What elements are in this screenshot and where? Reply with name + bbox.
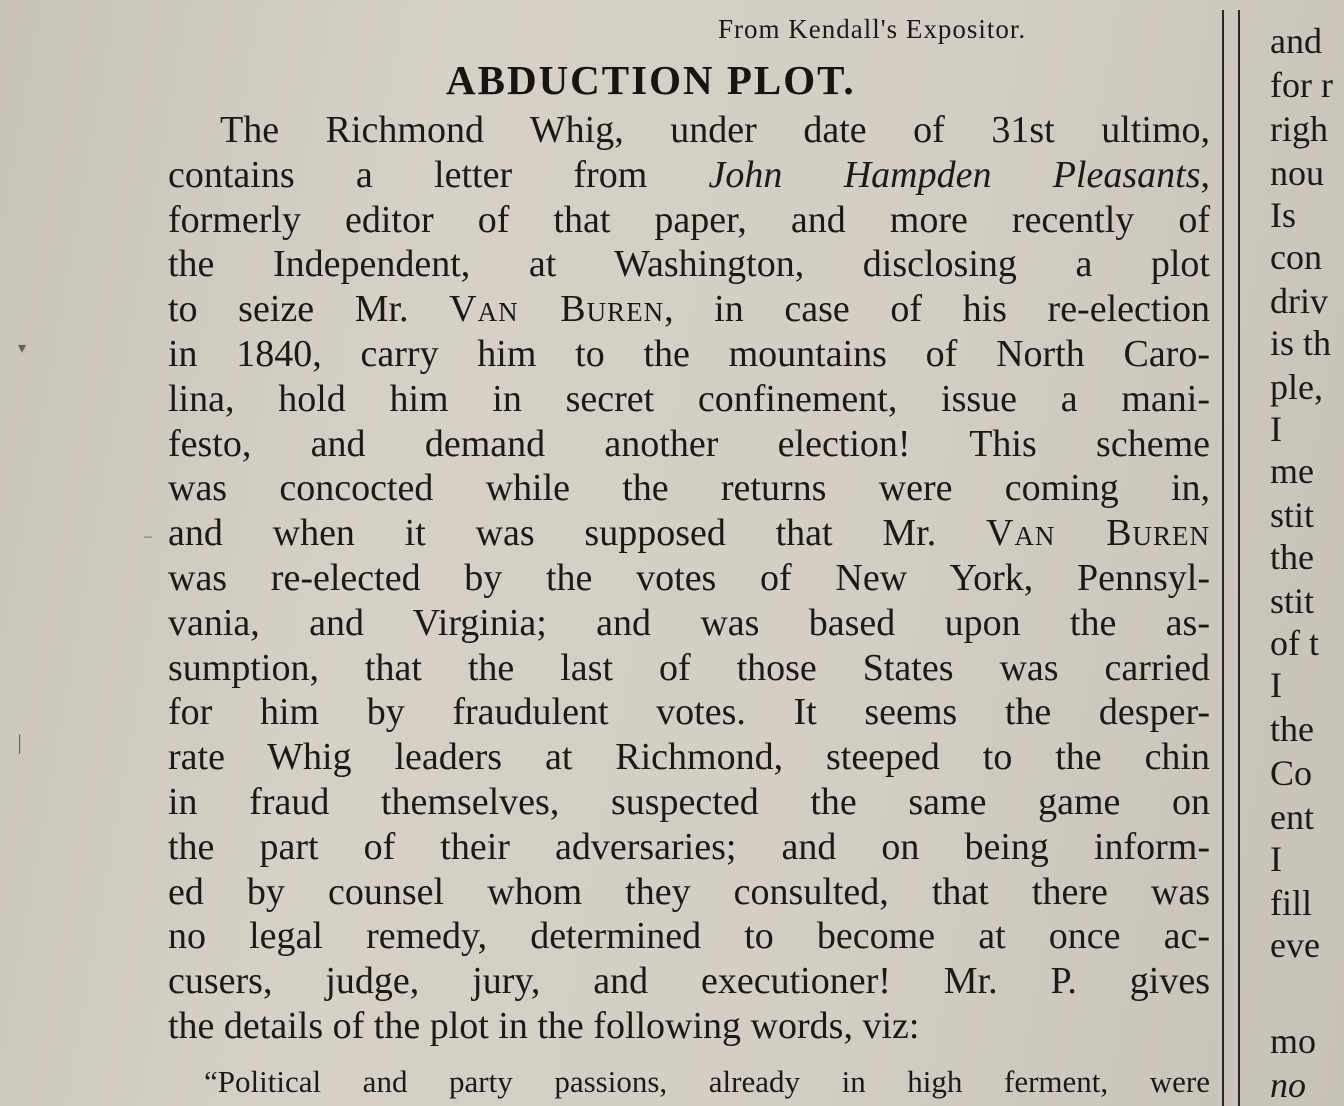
article-line xyxy=(168,287,1210,332)
adjacent-column-text: for r xyxy=(1270,65,1333,105)
article-text: no legal remedy, determined to become at once ac- xyxy=(168,915,1210,958)
adjacent-column-text: ple, xyxy=(1270,367,1323,407)
adjacent-column-text: I xyxy=(1270,665,1282,705)
article-text: The Richmond Whig, under date of 31st ultimo, xyxy=(220,109,1210,151)
adjacent-column-text: the xyxy=(1270,709,1314,749)
article-text: rate Whig leaders at Richmond, steeped to the chin xyxy=(168,736,1210,779)
article-text: contains a letter from xyxy=(168,153,709,196)
adjacent-column-text: nou xyxy=(1270,153,1324,193)
article-line xyxy=(168,646,1210,691)
adjacent-column-text: fill xyxy=(1270,883,1312,923)
article-line xyxy=(168,1004,1210,1049)
article-headline: ABDUCTION PLOT. xyxy=(446,57,856,103)
article-line xyxy=(168,825,1210,870)
paper-speck: ▾ xyxy=(18,340,27,357)
article-text: lina, hold him in secret confinement, issue a mani- xyxy=(168,377,1210,420)
article-line xyxy=(168,914,1210,959)
article-text: ed by counsel whom they consulted, that there was xyxy=(168,870,1210,913)
article-text: the Independent, at Washington, disclosing a plot xyxy=(168,243,1210,286)
article-text: was re-elected by the votes of New York, Pennsyl- xyxy=(168,556,1210,599)
adjacent-column-text: Co xyxy=(1270,753,1313,793)
paper-speck: │ xyxy=(14,736,26,753)
article-text: sumption, that the last of those States was carried xyxy=(168,646,1210,689)
article-text: vania, and Virginia; and was based upon the as- xyxy=(168,601,1210,644)
article-line xyxy=(168,870,1210,915)
article-line xyxy=(168,422,1210,467)
adjacent-column-text: driv xyxy=(1270,281,1328,321)
article-text: , xyxy=(1200,153,1210,196)
paper-speck: – xyxy=(144,528,152,545)
article-line xyxy=(168,198,1210,243)
adjacent-column-text: righ xyxy=(1270,109,1328,149)
article-text: cusers, judge, jury, and executioner! Mr. P. gives xyxy=(168,960,1210,1003)
article-text: , in case of his re-election xyxy=(664,288,1210,331)
adjacent-column-text: I xyxy=(1270,839,1282,879)
quoted-passage-first-line: “Political and party passions, already in high ferment, were xyxy=(204,1064,1210,1099)
adjacent-column-text: stit xyxy=(1270,581,1315,621)
article-line xyxy=(168,735,1210,780)
article-text: and when it was supposed that Mr. xyxy=(168,512,986,555)
article-line xyxy=(168,153,1210,198)
adjacent-column-text: no xyxy=(1270,1065,1306,1105)
adjacent-column-text: Is xyxy=(1270,195,1296,235)
adjacent-column-text: stit xyxy=(1270,495,1315,535)
adjacent-column-text: mo xyxy=(1270,1021,1317,1061)
adjacent-column-text: the xyxy=(1270,537,1314,577)
small-caps-name: Van Buren xyxy=(985,512,1210,555)
column-rule-right xyxy=(1238,10,1240,1106)
article-text: formerly editor of that paper, and more recently of xyxy=(168,198,1210,241)
article-text: the details of the plot in the following words, viz: xyxy=(168,1004,920,1047)
column-rule-left xyxy=(1222,10,1224,1106)
article-line xyxy=(168,690,1210,735)
article-line xyxy=(168,377,1210,422)
article-line xyxy=(168,511,1210,556)
adjacent-column-text: me xyxy=(1270,451,1314,491)
article-line xyxy=(168,556,1210,601)
article-text: in fraud themselves, suspected the same game on xyxy=(168,780,1210,823)
article-text: was concocted while the returns were coming in, xyxy=(168,467,1210,510)
small-caps-name: Van Buren xyxy=(449,288,665,331)
adjacent-column-fragment xyxy=(1270,20,1344,1106)
article-line xyxy=(168,108,1210,153)
adjacent-column-text: and xyxy=(1270,21,1322,61)
adjacent-column-text: ent xyxy=(1270,797,1314,837)
article-line xyxy=(168,780,1210,825)
article-text: for him by fraudulent votes. It seems the desper- xyxy=(168,691,1210,734)
article-line xyxy=(168,601,1210,646)
adjacent-column-text: is th xyxy=(1270,323,1332,363)
article-body xyxy=(168,108,1210,1049)
article-line xyxy=(168,242,1210,287)
article-text: festo, and demand another election! This scheme xyxy=(168,422,1210,465)
article-line xyxy=(168,332,1210,377)
adjacent-column-text: con xyxy=(1270,237,1322,277)
article-line xyxy=(168,959,1210,1004)
article-text: the part of their adversaries; and on being inform- xyxy=(168,825,1210,868)
italic-name: John Hampden Pleasants xyxy=(708,153,1201,196)
article-line xyxy=(168,466,1210,511)
article-text: to seize Mr. xyxy=(168,288,450,331)
adjacent-column-text: of t xyxy=(1270,623,1319,663)
article-text: in 1840, carry him to the mountains of North Caro- xyxy=(168,332,1210,375)
source-attribution: From Kendall's Expositor. xyxy=(718,14,1027,44)
adjacent-column-text: I xyxy=(1270,409,1282,449)
adjacent-column-text: eve xyxy=(1270,925,1320,965)
